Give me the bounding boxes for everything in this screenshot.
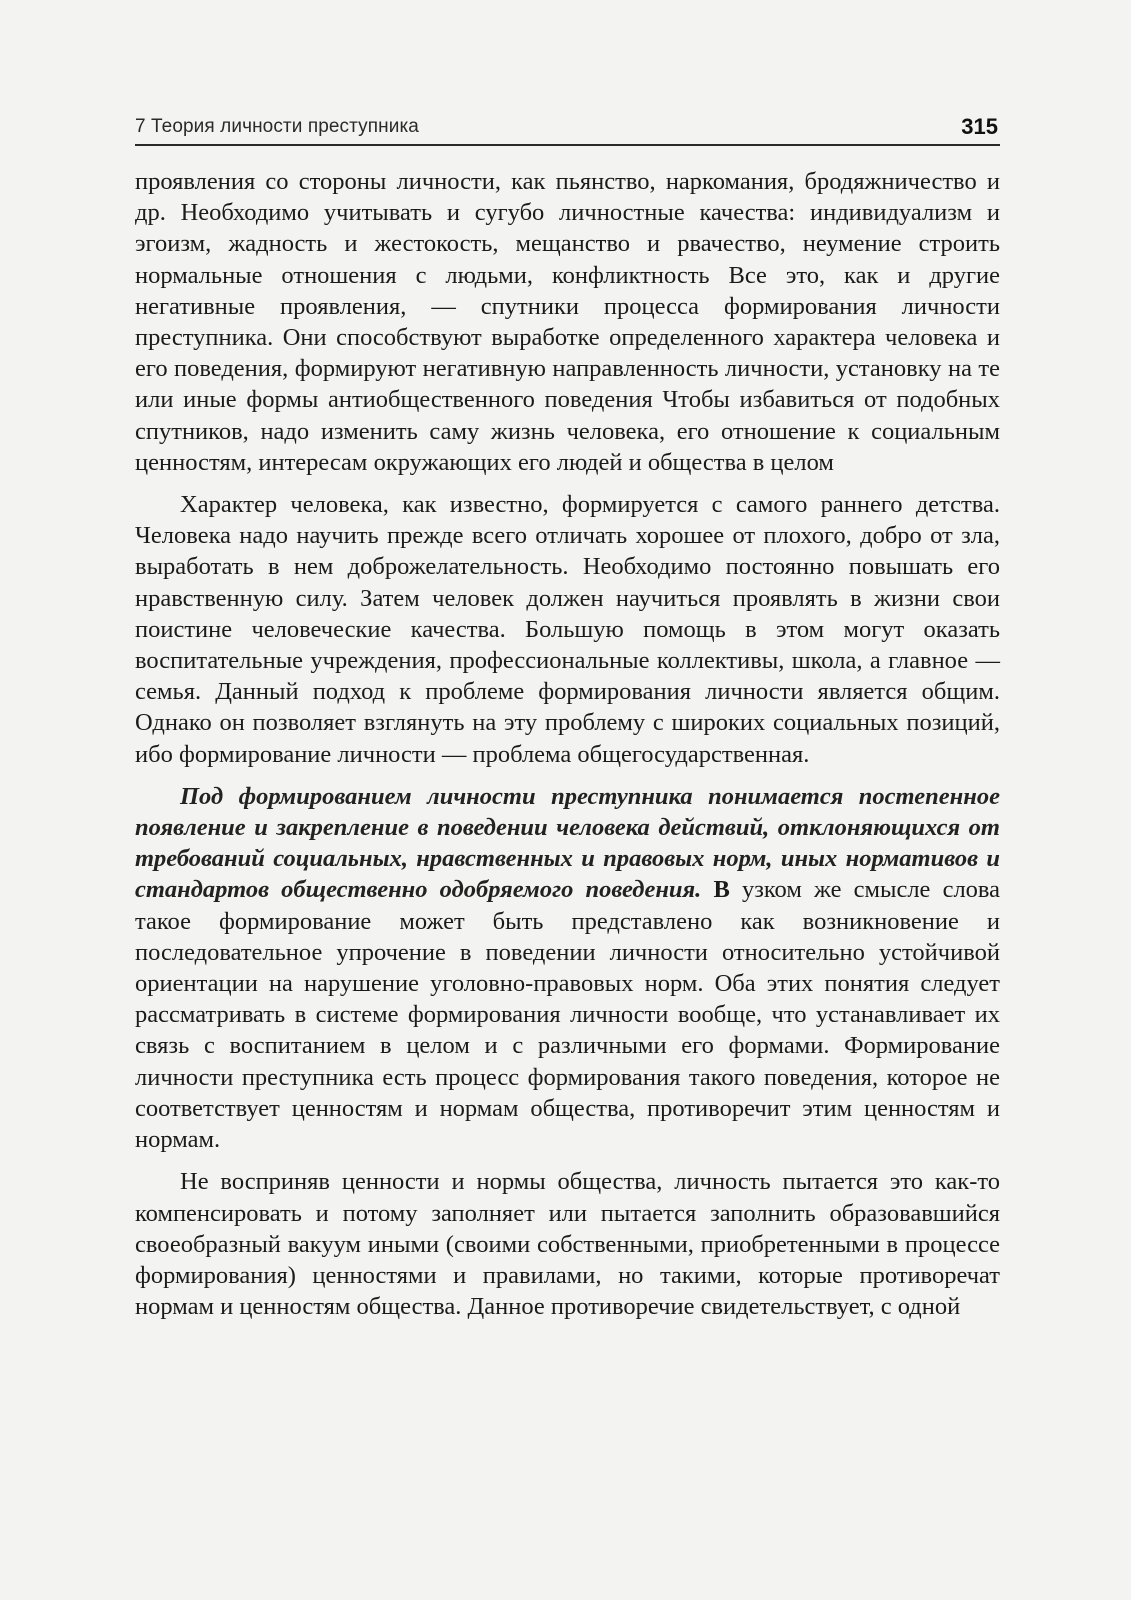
running-header — [135, 110, 1000, 146]
page-number: 315 — [961, 114, 998, 139]
paragraph-2: Характер человека, как известно, формируется с самого раннего детства. Человека надо научить прежде всего отличать хорошее от плохого, добро от зла, выработать в нем доброжелательность. Необходимо постоянно повышать его нравственную силу. Затем человек должен научиться проявлять в жизни свои поистине человеческие качества. Большую помощь в этом могут оказать воспитательные учреждения, профессиональные коллективы, школа, а главное — семья. Данный подход к проблеме формирования личности является общим. Однако он позволяет взглянуть на эту проблему с широких социальных позиций, ибо формирование личности — проблема общегосударственная. — [135, 491, 1000, 768]
definition-emphasis: Под формированием личности преступника понимается постепенное появление и закрепление в поведении человека действий, отклоняющихся от требований социальных, нравственных и правовых норм, иных нормативов и стандартов общественно одобряемого поведения. — [135, 782, 1000, 904]
chapter-title: 7 Теория личности преступника — [135, 116, 419, 137]
paragraph-3 — [135, 781, 1000, 1155]
paragraph-4: Не восприняв ценности и нормы общества, личность пытается это как-то компенсировать и потому заполняет или пытается заполнить образовавшийся своеобразный вакуум иными (своими собственными, приобретенными в процессе формирования) ценностями и правилами, но такими, которые противоречат нормам и ценностям общества. Данное противоречие свидетельствует, с одной — [135, 1168, 1000, 1321]
paragraph-3-text: узком же смысле слова такое формирование может быть представлено как возникновение и последовательное упрочение в поведении личности относительно устойчивой ориентации на нарушение уголовно-правовых норм. Оба этих понятия следует рассматривать в системе формирования личности вообще, что устанавливает их связь с воспитанием в целом и с различными его формами. Формирование личности преступника есть процесс формирования такого поведения, которое не соответствует ценностям и нормам общества, противоречит этим ценностям и нормам. — [135, 876, 1001, 1154]
paragraph-1: проявления со стороны личности, как пьянство, наркомания, бродяжничество и др. Необходимо учитывать и сугубо личностные качества: индивидуализм и эгоизм, жадность и жестокость, мещанство и рвачество, неумение строить нормальные отношения с людьми, конфликтность Все это, как и другие негативные проявления, — спутники процесса формирования личности преступника. Они способствуют выработке определенного характера человека и его поведения, формируют негативную направленность личности, установку на те или иные формы антиобщественного поведения Чтобы избавиться от подобных спутников, надо изменить саму жизнь человека, его отношение к социальным ценностям, интересам окружающих его людей и общества в целом — [135, 168, 1000, 476]
body-text — [135, 166, 1000, 1333]
bold-letter: В — [713, 876, 730, 904]
